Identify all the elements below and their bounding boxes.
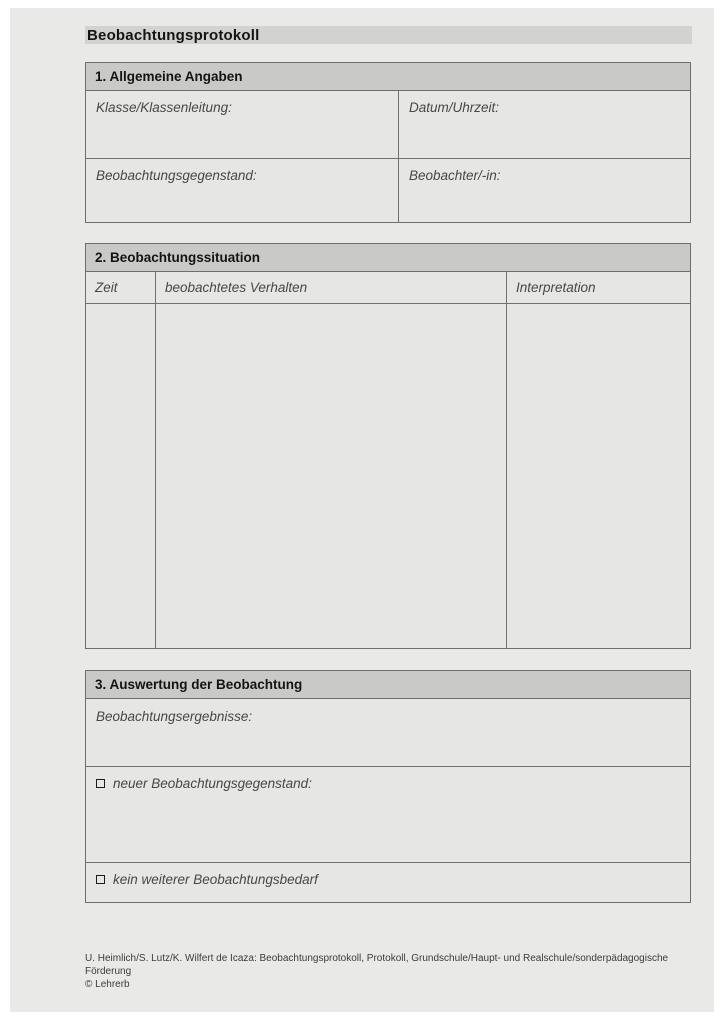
neuer-gegenstand-checkbox[interactable] [96, 779, 105, 788]
interpretation-entry-area[interactable] [507, 304, 690, 649]
section1-row-2 [86, 159, 690, 223]
column-header-zeit: Zeit [86, 272, 156, 303]
field-kein-weiterer-bedarf[interactable] [86, 863, 690, 904]
column-header-verhalten: beobachtetes Verhalten [156, 272, 507, 303]
datum-uhrzeit-label: Datum/Uhrzeit: [409, 100, 500, 115]
field-datum-uhrzeit[interactable] [399, 91, 690, 158]
kein-bedarf-checkbox[interactable] [96, 875, 105, 884]
zeit-entry-area[interactable] [86, 304, 156, 649]
section2-header: 2. Beobachtungssituation [86, 244, 690, 272]
section1-row-1 [86, 91, 690, 159]
footer-citation [85, 952, 695, 991]
beobachtungsergebnisse-label: Beobachtungsergebnisse: [96, 709, 253, 724]
field-beobachter-in[interactable] [399, 159, 690, 223]
citation-line-2: Förderung [85, 966, 132, 977]
field-beobachtungsergebnisse[interactable] [86, 699, 690, 767]
copyright-line: © Lehrerb [85, 979, 130, 990]
page-title: Beobachtungsprotokoll [87, 26, 260, 44]
neuer-gegenstand-label: neuer Beobachtungsgegenstand: [113, 776, 312, 791]
kein-bedarf-label: kein weiterer Beobachtungsbedarf [113, 872, 318, 887]
citation-line-1: U. Heimlich/S. Lutz/K. Wilfert de Icaza: Beobachtungsprotokoll, Protokoll, Grundschule/Haupt- und Realschule/sonderpädagogische [85, 953, 669, 964]
section1-header: 1. Allgemeine Angaben [86, 63, 690, 91]
column-header-interpretation: Interpretation [516, 280, 596, 295]
field-neuer-beobachtungsgegenstand[interactable] [86, 767, 690, 863]
field-klasse-klassenleitung[interactable] [86, 91, 399, 158]
observation-table-header [86, 272, 690, 304]
section3-header: 3. Auswertung der Beobachtung [86, 671, 690, 699]
klasse-klassenleitung-label: Klasse/Klassenleitung: [96, 100, 232, 115]
verhalten-entry-area[interactable] [156, 304, 507, 649]
section-auswertung [85, 670, 691, 903]
field-beobachtungsgegenstand[interactable] [86, 159, 399, 223]
page-title-band [85, 26, 692, 44]
beobachtungsgegenstand-label: Beobachtungsgegenstand: [96, 168, 257, 183]
section-allgemeine-angaben [85, 62, 691, 223]
beobachter-in-label: Beobachter/-in: [409, 168, 501, 183]
section-beobachtungssituation [85, 243, 691, 649]
observation-table-body [86, 304, 690, 649]
form-page [10, 8, 714, 1012]
